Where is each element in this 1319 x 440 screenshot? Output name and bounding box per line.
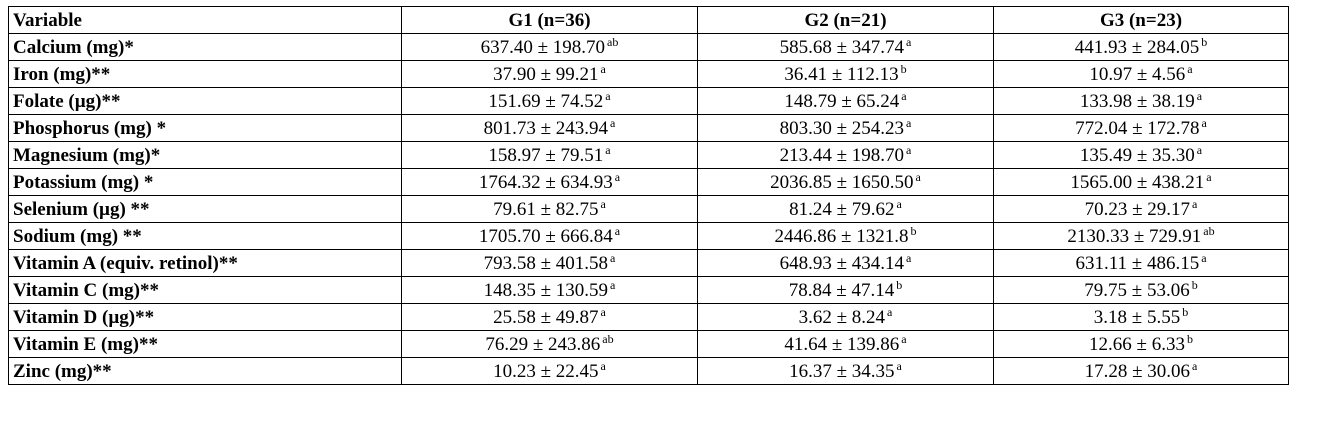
g1-value-cell: [402, 196, 698, 223]
significance-letter: a: [1206, 169, 1212, 184]
mean-sd-value: 803.30 ± 254.23: [779, 117, 905, 139]
significance-letter: a: [610, 277, 616, 292]
g1-value-cell: [402, 331, 698, 358]
mean-sd-value: 79.61 ± 82.75: [493, 198, 599, 220]
g2-value-cell: [698, 169, 994, 196]
mean-sd-value: 2446.86 ± 1321.8: [774, 225, 909, 247]
g2-value-cell: [698, 250, 994, 277]
significance-letter: b: [1191, 277, 1198, 292]
mean-sd-value: 16.37 ± 34.35: [789, 360, 895, 382]
table-row: [9, 34, 1289, 61]
g3-value-cell: [994, 142, 1289, 169]
nutrient-intake-table: [8, 6, 1289, 385]
g1-value-cell: [402, 277, 698, 304]
mean-sd-value: 79.75 ± 53.06: [1084, 279, 1190, 301]
mean-sd-value: 2036.85 ± 1650.50: [770, 171, 914, 193]
g2-value-cell: [698, 277, 994, 304]
g3-value-cell: [994, 358, 1289, 385]
mean-sd-value: 1565.00 ± 438.21: [1070, 171, 1205, 193]
mean-sd-value: 78.84 ± 47.14: [788, 279, 895, 301]
mean-sd-value: 3.18 ± 5.55: [1093, 306, 1181, 328]
g2-value-cell: [698, 358, 994, 385]
g1-value-cell: [402, 115, 698, 142]
g3-value-cell: [994, 169, 1289, 196]
mean-sd-value: 25.58 ± 49.87: [493, 306, 599, 328]
g1-value-cell: [402, 34, 698, 61]
header-g1: G1 (n=36): [402, 7, 698, 34]
header-g2: G2 (n=21): [698, 7, 994, 34]
mean-sd-value: 801.73 ± 243.94: [483, 117, 609, 139]
significance-letter: a: [906, 250, 912, 265]
mean-sd-value: 81.24 ± 79.62: [789, 198, 895, 220]
mean-sd-value: 1764.32 ± 634.93: [478, 171, 613, 193]
mean-sd-value: 17.28 ± 30.06: [1084, 360, 1191, 382]
variable-cell: Iron (mg)**: [9, 61, 402, 88]
mean-sd-value: 135.49 ± 35.30: [1079, 144, 1195, 166]
table-row: [9, 250, 1289, 277]
table-row: [9, 331, 1289, 358]
significance-letter: a: [1192, 196, 1198, 211]
variable-cell: Folate (µg)**: [9, 88, 402, 115]
mean-sd-value: 10.97 ± 4.56: [1089, 63, 1186, 85]
g1-value-cell: [402, 304, 698, 331]
significance-letter: a: [1187, 61, 1193, 76]
significance-letter: a: [906, 115, 912, 130]
header-row: [9, 7, 1289, 34]
g1-value-cell: [402, 169, 698, 196]
mean-sd-value: 10.23 ± 22.45: [493, 360, 599, 382]
g3-value-cell: [994, 61, 1289, 88]
mean-sd-value: 1705.70 ± 666.84: [478, 225, 613, 247]
significance-letter: a: [901, 331, 907, 346]
mean-sd-value: 637.40 ± 198.70: [480, 36, 606, 58]
mean-sd-value: 12.66 ± 6.33: [1089, 333, 1185, 355]
g2-value-cell: [698, 34, 994, 61]
mean-sd-value: 441.93 ± 284.05: [1074, 36, 1200, 58]
variable-cell: Vitamin C (mg)**: [9, 277, 402, 304]
mean-sd-value: 151.69 ± 74.52: [488, 90, 604, 112]
significance-letter: a: [600, 358, 606, 373]
significance-letter: ab: [607, 34, 619, 49]
significance-letter: ab: [602, 331, 614, 346]
g3-value-cell: [994, 304, 1289, 331]
significance-letter: a: [887, 304, 893, 319]
g1-value-cell: [402, 250, 698, 277]
g2-value-cell: [698, 331, 994, 358]
mean-sd-value: 793.58 ± 401.58: [483, 252, 609, 274]
table-row: [9, 142, 1289, 169]
mean-sd-value: 772.04 ± 172.78: [1075, 117, 1200, 139]
table-row: [9, 115, 1289, 142]
variable-cell: Phosphorus (mg) *: [9, 115, 402, 142]
table-row: [9, 304, 1289, 331]
g3-value-cell: [994, 196, 1289, 223]
significance-letter: a: [1192, 358, 1198, 373]
significance-letter: a: [605, 142, 611, 157]
g2-value-cell: [698, 196, 994, 223]
significance-letter: a: [610, 250, 616, 265]
header-g3: G3 (n=23): [994, 7, 1289, 34]
variable-cell: Vitamin E (mg)**: [9, 331, 402, 358]
header-variable: Variable: [9, 7, 402, 34]
significance-letter: a: [610, 115, 616, 130]
mean-sd-value: 585.68 ± 347.74: [779, 36, 905, 58]
significance-letter: a: [1196, 88, 1203, 103]
significance-letter: b: [1182, 304, 1189, 319]
g2-value-cell: [698, 88, 994, 115]
g1-value-cell: [402, 61, 698, 88]
variable-cell: Vitamin A (equiv. retinol)**: [9, 250, 402, 277]
mean-sd-value: 631.11 ± 486.15: [1075, 252, 1200, 274]
g2-value-cell: [698, 61, 994, 88]
mean-sd-value: 148.35 ± 130.59: [483, 279, 609, 301]
significance-letter: ab: [1203, 223, 1215, 238]
g3-value-cell: [994, 250, 1289, 277]
significance-letter: b: [1201, 34, 1208, 49]
mean-sd-value: 2130.33 ± 729.91: [1067, 225, 1202, 247]
significance-letter: b: [900, 61, 907, 76]
variable-cell: Selenium (µg) **: [9, 196, 402, 223]
table-row: [9, 61, 1289, 88]
significance-letter: a: [600, 61, 606, 76]
mean-sd-value: 41.64 ± 139.86: [784, 333, 900, 355]
significance-letter: b: [1186, 331, 1193, 346]
significance-letter: a: [614, 169, 621, 184]
significance-letter: a: [1196, 142, 1203, 157]
table-row: [9, 169, 1289, 196]
g2-value-cell: [698, 304, 994, 331]
g2-value-cell: [698, 223, 994, 250]
significance-letter: b: [910, 223, 917, 238]
significance-letter: a: [915, 169, 921, 184]
g3-value-cell: [994, 88, 1289, 115]
significance-letter: a: [896, 196, 902, 211]
mean-sd-value: 148.79 ± 65.24: [784, 90, 900, 112]
mean-sd-value: 648.93 ± 434.14: [779, 252, 905, 274]
significance-letter: a: [906, 34, 912, 49]
mean-sd-value: 70.23 ± 29.17: [1084, 198, 1191, 220]
g2-value-cell: [698, 142, 994, 169]
g1-value-cell: [402, 88, 698, 115]
mean-sd-value: 158.97 ± 79.51: [488, 144, 604, 166]
mean-sd-value: 37.90 ± 99.21: [493, 63, 599, 85]
significance-letter: a: [896, 358, 902, 373]
g1-value-cell: [402, 223, 698, 250]
mean-sd-value: 133.98 ± 38.19: [1079, 90, 1195, 112]
table-row: [9, 196, 1289, 223]
g1-value-cell: [402, 142, 698, 169]
significance-letter: a: [605, 88, 611, 103]
variable-cell: Potassium (mg) *: [9, 169, 402, 196]
variable-cell: Magnesium (mg)*: [9, 142, 402, 169]
g3-value-cell: [994, 115, 1289, 142]
mean-sd-value: 213.44 ± 198.70: [779, 144, 905, 166]
table-header: [9, 7, 1289, 34]
variable-cell: Sodium (mg) **: [9, 223, 402, 250]
significance-letter: a: [614, 223, 621, 238]
variable-cell: Calcium (mg)*: [9, 34, 402, 61]
g3-value-cell: [994, 331, 1289, 358]
g3-value-cell: [994, 277, 1289, 304]
g3-value-cell: [994, 34, 1289, 61]
table-body: [9, 34, 1289, 385]
significance-letter: a: [901, 88, 907, 103]
significance-letter: b: [896, 277, 903, 292]
table-row: [9, 277, 1289, 304]
significance-letter: a: [1201, 115, 1207, 130]
significance-letter: a: [600, 304, 606, 319]
table-row: [9, 223, 1289, 250]
significance-letter: a: [600, 196, 606, 211]
g1-value-cell: [402, 358, 698, 385]
table-row: [9, 358, 1289, 385]
table-row: [9, 88, 1289, 115]
mean-sd-value: 3.62 ± 8.24: [798, 306, 886, 328]
significance-letter: a: [906, 142, 912, 157]
g3-value-cell: [994, 223, 1289, 250]
variable-cell: Vitamin D (µg)**: [9, 304, 402, 331]
mean-sd-value: 76.29 ± 243.86: [485, 333, 601, 355]
significance-letter: a: [1201, 250, 1207, 265]
variable-cell: Zinc (mg)**: [9, 358, 402, 385]
mean-sd-value: 36.41 ± 112.13: [784, 63, 899, 85]
g2-value-cell: [698, 115, 994, 142]
